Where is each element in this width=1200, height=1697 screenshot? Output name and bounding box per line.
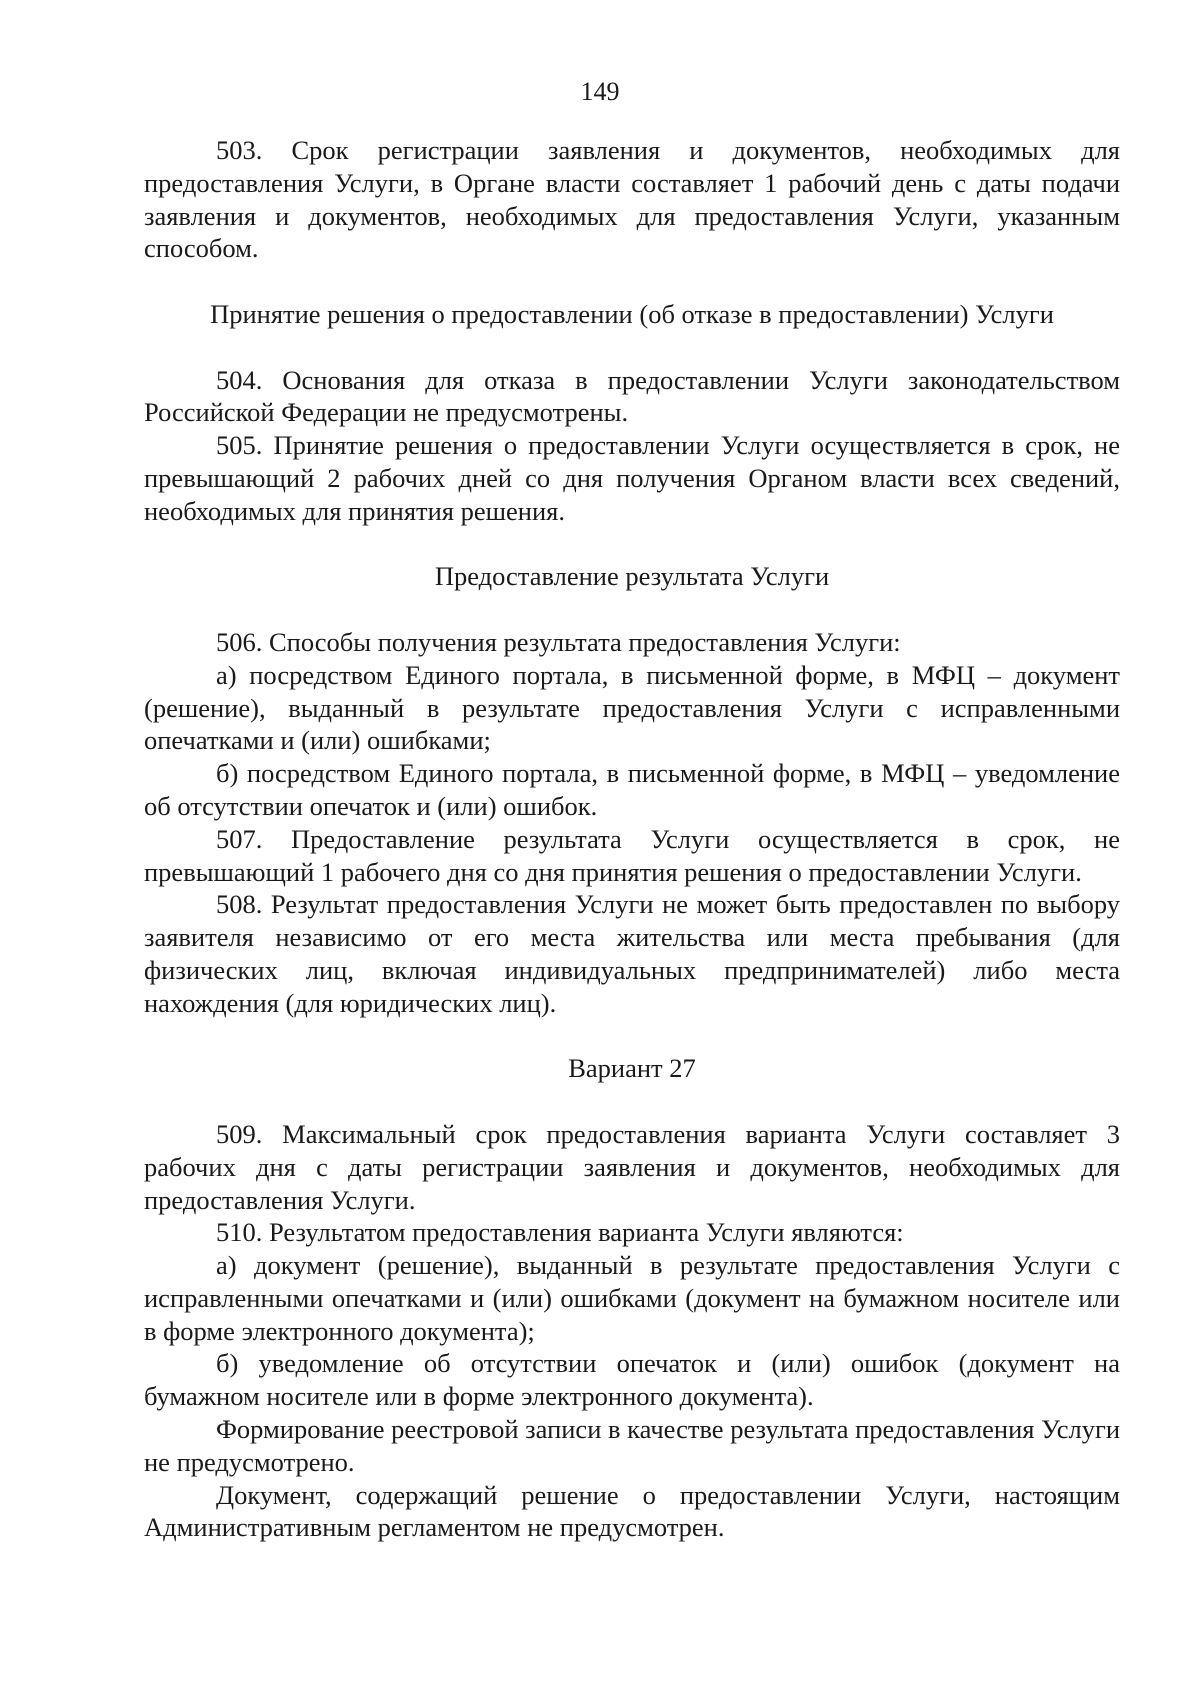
spacer <box>144 331 1120 364</box>
paragraph-506-a: а) посредством Единого портала, в письменной форме, в МФЦ – документ (решение), выданный в результате предоставления Услуги с исправленными опечатками и (или) ошибками; <box>144 659 1120 756</box>
paragraph-508: 508. Результат предоставления Услуги не может быть предоставлен по выбору заявителя независимо от его места жительства или места пребывания (для физических лиц, включая индивидуальных предпринимателей) либо места нахождения (для юридических лиц). <box>144 889 1120 1018</box>
paragraph-506-b: б) посредством Единого портала, в письменной форме, в МФЦ – уведомление об отсутствии опечаток и (или) ошибок. <box>144 758 1120 821</box>
spacer <box>144 1020 1120 1053</box>
paragraph-510-b: б) уведомление об отсутствии опечаток и (или) ошибок (документ на бумажном носителе или в форме электронного документа). <box>144 1348 1120 1412</box>
page-number: 149 <box>580 77 620 106</box>
paragraph-506: 506. Способы получения результата предоставления Услуги: <box>216 626 901 657</box>
paragraph-505: 505. Принятие решения о предоставлении Услуги осуществляется в срок, не превышающий 2 рабочих дней со дня получения Органом власти всех сведений, необходимых для принятия решения. <box>144 430 1120 526</box>
spacer <box>144 593 1120 626</box>
section-heading-variant: Вариант 27 <box>568 1053 696 1084</box>
spacer <box>144 528 1120 561</box>
paragraph-504: 504. Основания для отказа в предоставлении Услуги законодательством Российской Федерации не предусмотрены. <box>144 364 1120 428</box>
paragraph-507: 507. Предоставление результата Услуги осуществляется в срок, не превышающий 1 рабочего дня со дня принятия решения о предоставлении Услуги. <box>144 823 1120 887</box>
section-heading-decision: Принятие решения о предоставлении (об отказе в предоставлении) Услуги <box>210 298 1054 329</box>
paragraph-509: 509. Максимальный срок предоставления варианта Услуги составляет 3 рабочих дня с даты регистрации заявления и документов, необходимых для предоставления Услуги. <box>144 1118 1120 1215</box>
document-body <box>144 134 1120 1544</box>
paragraph-510-a: а) документ (решение), выданный в результате предоставления Услуги с исправленными опечатками и (или) ошибками (документ на бумажном носителе или в форме электронного документа); <box>144 1250 1120 1346</box>
paragraph-registry: Формирование реестровой записи в качестве результата предоставления Услуги не предусмотрено. <box>144 1414 1120 1477</box>
paragraph-503: 503. Срок регистрации заявления и документов, необходимых для предоставления Услуги, в Органе власти составляет 1 рабочий день с даты подачи заявления и документов, необходимых для предоставления Услуги, указанным способом. <box>144 135 1120 264</box>
paragraph-510: 510. Результатом предоставления варианта Услуги являются: <box>216 1217 904 1248</box>
spacer <box>144 265 1120 298</box>
paragraph-document: Документ, содержащий решение о предоставлении Услуги, настоящим Административным регламентом не предусмотрен. <box>144 1479 1120 1543</box>
section-heading-result: Предоставление результата Услуги <box>434 561 830 592</box>
spacer <box>144 1085 1120 1118</box>
